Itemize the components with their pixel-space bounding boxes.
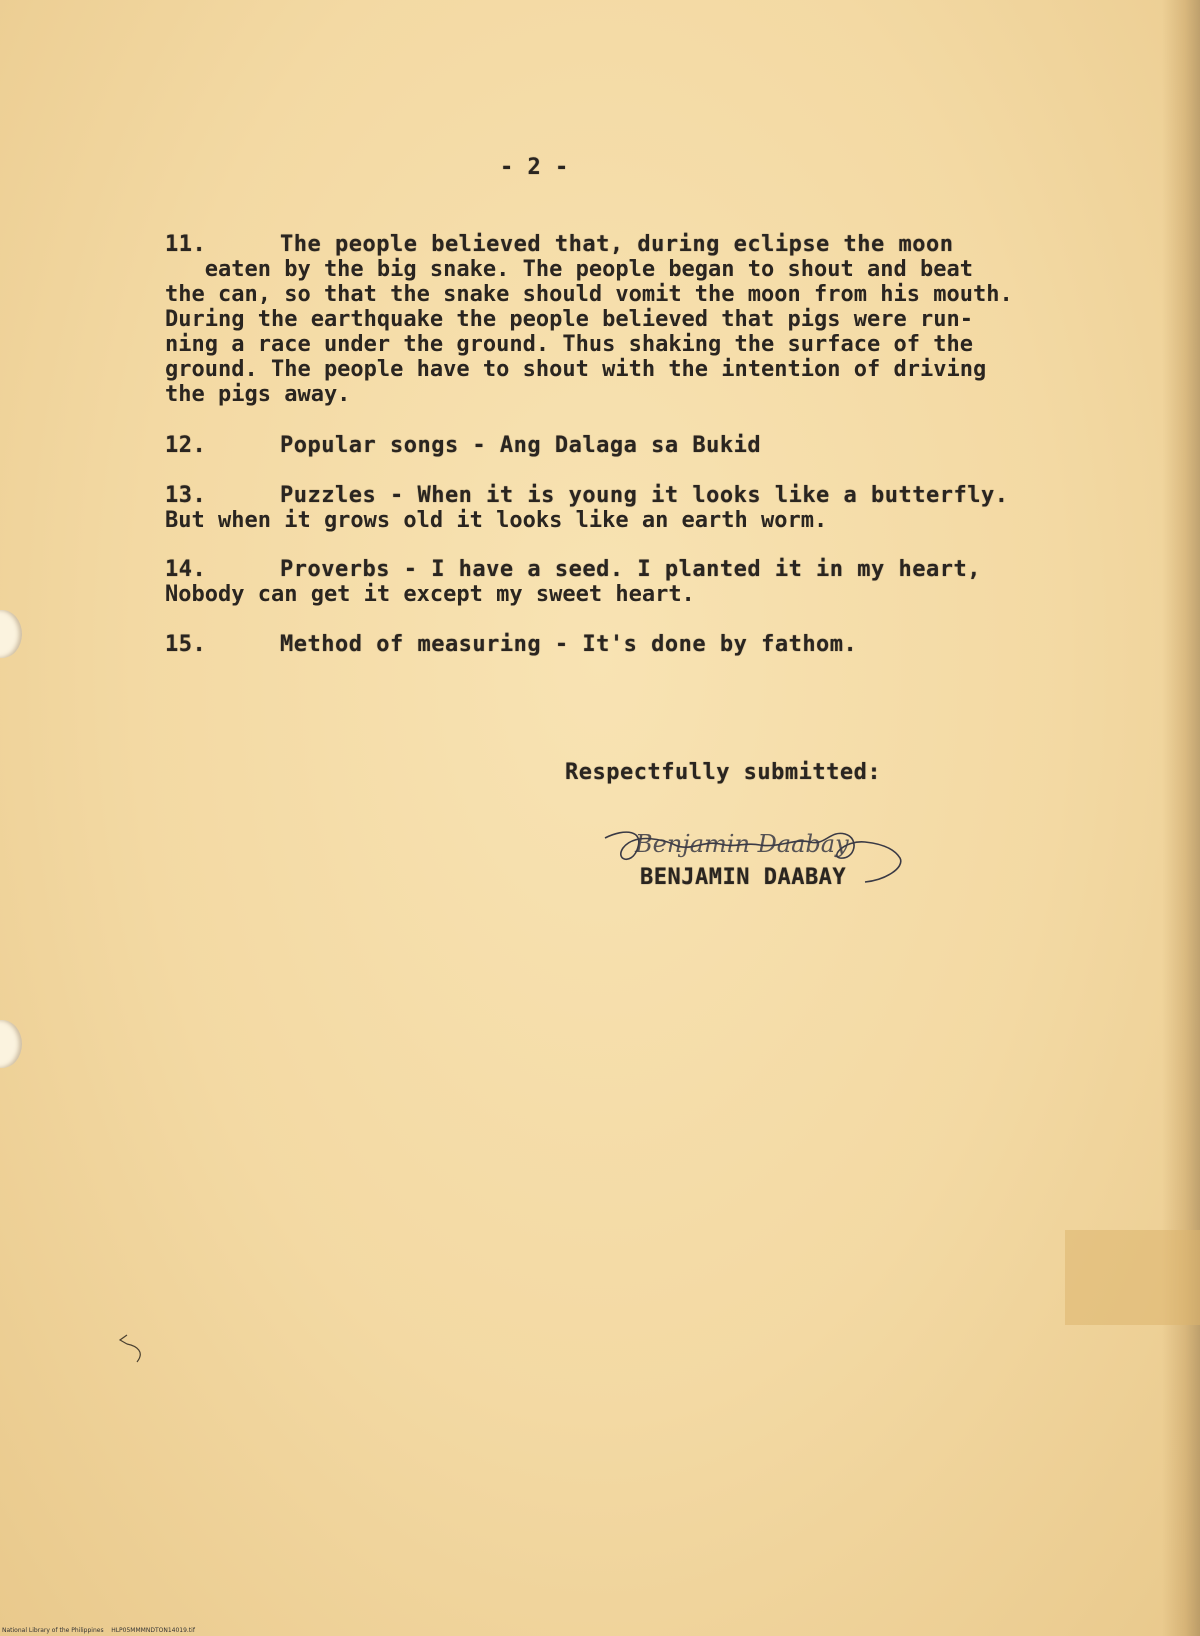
item-line: Nobody can get it except my sweet heart. bbox=[165, 582, 695, 607]
item-line: ground. The people have to shout with the intention of driving bbox=[165, 357, 987, 382]
item-line: eaten by the big snake. The people began to shout and beat bbox=[165, 257, 973, 282]
item-line: Popular songs - Ang Dalaga sa Bukid bbox=[280, 433, 762, 458]
item-line: Proverbs - I have a seed. I planted it in my heart, bbox=[280, 557, 982, 582]
item-number: 12. Popular songs - Ang Dalaga sa Bukid bbox=[165, 433, 762, 458]
item-line: The people believed that, during eclipse the moon bbox=[280, 232, 954, 257]
item-line: During the earthquake the people believed that pigs were run- bbox=[165, 307, 973, 332]
item-line: the can, so that the snake should vomit the moon from his mouth. bbox=[165, 282, 1013, 307]
item-line: Puzzles - When it is young it looks like a butterfly. bbox=[280, 483, 1009, 508]
page-number: - 2 - bbox=[500, 155, 569, 180]
item-line: ning a race under the ground. Thus shaking the surface of the bbox=[165, 332, 973, 357]
item-number: 11. The people believed that, during eclipse the moon bbox=[165, 232, 954, 257]
item-line: But when it grows old it looks like an earth worm. bbox=[165, 508, 828, 533]
signature-text: Benjamin Daabay bbox=[635, 830, 849, 858]
tape-mark bbox=[1065, 1230, 1200, 1325]
archive-footer: National Library of the Philippines HLP05MMMNDTON14019.tif bbox=[2, 1627, 195, 1634]
item-line: Method of measuring - It's done by fathom. bbox=[280, 632, 858, 657]
page-edge-shadow bbox=[1162, 0, 1200, 1636]
pencil-mark bbox=[115, 1330, 155, 1370]
item-number: 14. Proverbs - I have a seed. I planted it in my heart, bbox=[165, 557, 982, 582]
item-line: the pigs away. bbox=[165, 382, 351, 407]
signatory-name: BENJAMIN DAABAY bbox=[640, 865, 847, 890]
item-number: 13. Puzzles - When it is young it looks like a butterfly. bbox=[165, 483, 1009, 508]
closing-line: Respectfully submitted: bbox=[565, 760, 882, 785]
item-number: 15. Method of measuring - It's done by fathom. bbox=[165, 632, 858, 657]
